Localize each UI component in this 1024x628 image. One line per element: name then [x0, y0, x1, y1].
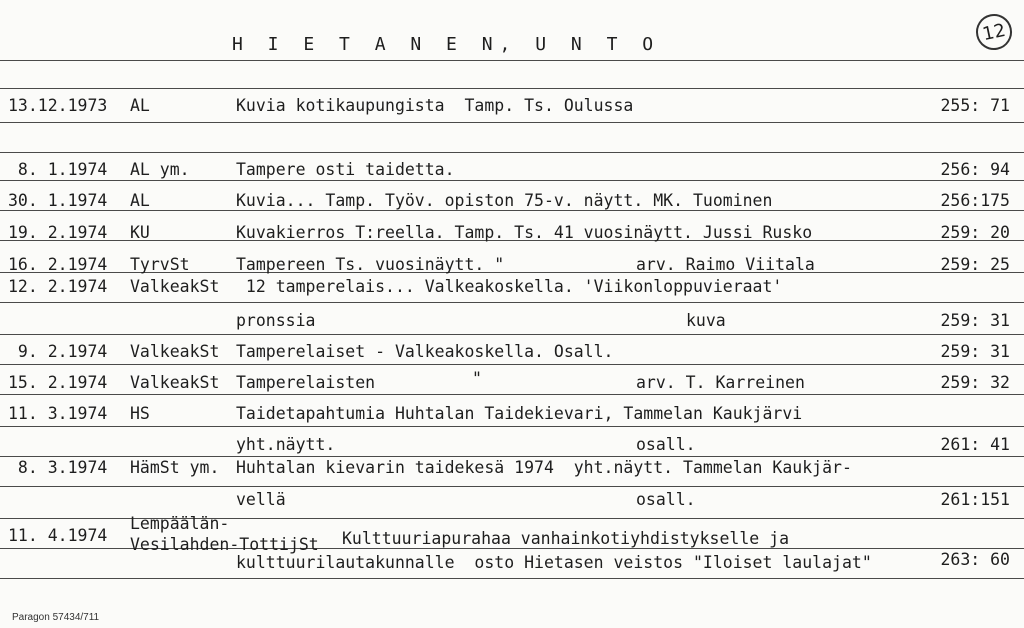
rule-line — [0, 180, 1024, 181]
entry-ref: 261: 41 — [940, 435, 1010, 454]
rule-line — [0, 364, 1024, 365]
entry-text-secondary: arv. T. Karreinen — [636, 373, 805, 392]
entry-source: AL ym. — [130, 160, 190, 179]
entry-text: Taidetapahtumia Huhtalan Taidekievari, Tammelan Kaukjärvi — [236, 404, 803, 423]
entry-date: 16. 2.1974 — [8, 255, 108, 274]
entry-ref: 259: 25 — [940, 255, 1010, 274]
entry-date: 8. 3.1974 — [8, 458, 108, 477]
entry-source: ValkeakSt — [130, 373, 220, 392]
entry-continuation: pronssia — [236, 311, 316, 330]
entry-source: ValkeakSt — [130, 342, 220, 361]
rule-line — [0, 578, 1024, 579]
entry-date: 30. 1.1974 — [8, 191, 108, 210]
entry-source: TyrvSt — [130, 255, 190, 274]
entry-ref: 255: 71 — [940, 96, 1010, 115]
rule-line — [0, 394, 1024, 395]
entry-continuation-secondary: osall. — [636, 435, 696, 454]
card-title: H I E T A N E N, U N T O — [232, 34, 661, 55]
entry-continuation: kulttuurilautakunnalle osto Hietasen veistos "Iloiset laulajat" — [236, 553, 872, 572]
rule-line — [0, 426, 1024, 427]
entry-continuation-secondary: osall. — [636, 490, 696, 509]
rule-line — [0, 88, 1024, 89]
entry-date: 9. 2.1974 — [8, 342, 108, 361]
rule-line — [0, 60, 1024, 61]
entry-date: 11. 3.1974 — [8, 404, 108, 423]
entry-source: HämSt ym. — [130, 458, 220, 477]
entry-source: HS — [130, 404, 150, 423]
entry-source: AL — [130, 191, 150, 210]
entry-source: Lempäälän- — [130, 514, 230, 533]
entry-text: Tampereen Ts. vuosinäytt. " — [236, 255, 505, 274]
entry-ref: 259: 20 — [940, 223, 1010, 242]
entry-source: AL — [130, 96, 150, 115]
entry-date: 19. 2.1974 — [8, 223, 108, 242]
entry-text: Tamperelaiset - Valkeakoskella. Osall. — [236, 342, 614, 361]
card-number: 12 — [980, 19, 1008, 45]
entry-source: KU — [130, 223, 150, 242]
entry-text-secondary: arv. Raimo Viitala — [636, 255, 815, 274]
entry-continuation: yht.näytt. — [236, 435, 336, 454]
rule-line — [0, 334, 1024, 335]
entry-ref: 259: 32 — [940, 373, 1010, 392]
entry-ref: 256: 94 — [940, 160, 1010, 179]
entry-continuation-secondary: kuva — [686, 311, 726, 330]
entry-text: Kuvakierros T:reella. Tamp. Ts. 41 vuosinäytt. Jussi Rusko — [236, 223, 813, 242]
entry-text: Tamperelaisten — [236, 373, 376, 392]
entry-date: 12. 2.1974 — [8, 277, 108, 296]
entry-date: 8. 1.1974 — [8, 160, 108, 179]
entry-date: 15. 2.1974 — [8, 373, 108, 392]
entry-ref: 263: 60 — [940, 550, 1010, 569]
entry-continuation: vellä — [236, 490, 286, 509]
rule-line — [0, 302, 1024, 303]
rule-line — [0, 152, 1024, 153]
entry-date: 13.12.1973 — [8, 96, 108, 115]
rule-line — [0, 486, 1024, 487]
entry-ref: 256:175 — [940, 191, 1010, 210]
entry-text: 12 tamperelais... Valkeakoskella. 'Viikonloppuvieraat' — [236, 277, 783, 296]
entry-text: Tampere osti taidetta. — [236, 160, 455, 179]
rule-line — [0, 122, 1024, 123]
card-number-badge — [973, 11, 1016, 54]
entry-ref: 259: 31 — [940, 342, 1010, 361]
entry-ref: 259: 31 — [940, 311, 1010, 330]
rule-line — [0, 456, 1024, 457]
entry-date: 11. 4.1974 — [8, 526, 108, 545]
entry-ref: 261:151 — [940, 490, 1010, 509]
entry-text: Kulttuuriapurahaa vanhainkotiyhdistykselle ja — [342, 529, 790, 548]
rule-line — [0, 210, 1024, 211]
entry-source: ValkeakSt — [130, 277, 220, 296]
entry-text: Kuvia... Tamp. Työv. opiston 75-v. näytt. MK. Tuominen — [236, 191, 773, 210]
entry-text: Huhtalan kievarin taidekesä 1974 yht.näytt. Tammelan Kaukjär- — [236, 458, 852, 477]
ditto-mark: " — [472, 369, 482, 388]
entry-text: Kuvia kotikaupungista Tamp. Ts. Oulussa — [236, 96, 634, 115]
card-print-mark: Paragon 57434/711 — [12, 612, 100, 623]
entry-source-continued: Vesilahden-TottijSt — [130, 535, 319, 554]
